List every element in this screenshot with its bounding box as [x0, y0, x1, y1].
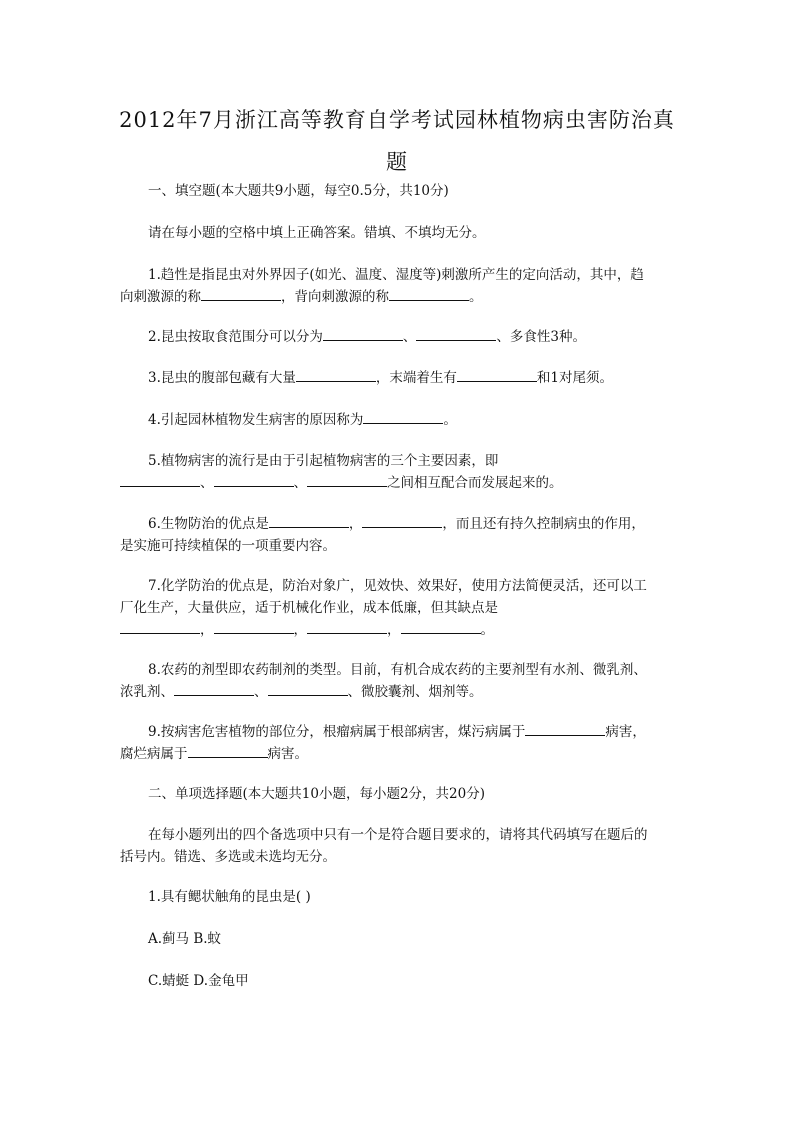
question-3: 3.昆虫的腹部包藏有大量 ，末端着生有 和1对尾须。 — [148, 370, 613, 386]
q1-line2: 向刺激源的称 ，背向刺激源的称 。 — [120, 289, 483, 305]
question-8 — [120, 659, 680, 703]
question-7 — [120, 575, 680, 641]
choice-options-cd: C.蜻蜓 D.金龟甲 — [148, 973, 249, 989]
section2-instruction-line1: 在每小题列出的四个备选项中只有一个是符合题目要求的，请将其代码填写在题后的 — [148, 827, 648, 843]
section2-heading: 二、单项选择题(本大题共10小题，每小题2分，共20分) — [148, 786, 485, 802]
answer-blank — [525, 723, 605, 736]
answer-blank — [307, 621, 387, 634]
q8-line2: 浓乳剂、 、 、微胶囊剂、烟剂等。 — [120, 684, 483, 700]
question-6 — [120, 513, 680, 557]
q9-line1: 9.按病害危害植物的部位分，根瘤病属于根部病害，煤污病属于 病害， — [148, 724, 646, 740]
q1-line1: 1.趋性是指昆虫对外界因子(如光、温度、湿度等)刺激所产生的定向活动，其中，趋 — [148, 267, 644, 283]
question-1 — [120, 264, 680, 308]
answer-blank — [323, 328, 403, 341]
choice-options-ab: A.蓟马 B.蚊 — [148, 931, 222, 947]
question-5 — [120, 450, 680, 494]
q5-line2: 、 、 之间相互配合而发展起来的。 — [120, 472, 680, 494]
q8-line1: 8.农药的剂型即农药制剂的类型。目前，有机合成农药的主要剂型有水剂、微乳剂、 — [148, 662, 647, 678]
answer-blank — [201, 288, 281, 301]
q5-line1: 5.植物病害的流行是由于引起植物病害的三个主要因素，即 — [148, 453, 499, 469]
answer-blank — [174, 683, 254, 696]
q6-line2: 是实施可持续植保的一项重要内容。 — [120, 538, 336, 554]
answer-blank — [307, 474, 387, 487]
answer-blank — [363, 411, 443, 424]
q6-line1: 6.生物防治的优点是 ， ，而且还有持久控制病虫的作用， — [148, 516, 645, 532]
answer-blank — [268, 683, 348, 696]
answer-blank — [120, 621, 200, 634]
answer-blank — [389, 288, 469, 301]
section1-heading: 一、填空题(本大题共9小题，每空0.5分，共10分) — [148, 183, 449, 199]
question-4: 4.引起园林植物发生病害的原因称为 。 — [148, 412, 457, 428]
question-9 — [120, 721, 680, 765]
answer-blank — [188, 745, 268, 758]
answer-blank — [269, 515, 349, 528]
question-2: 2.昆虫按取食范围分可以分为 、 、多食性3种。 — [148, 329, 586, 345]
section2-instruction — [120, 824, 680, 868]
answer-blank — [401, 621, 481, 634]
answer-blank — [457, 369, 537, 382]
page-title-line1: 2012年7月浙江高等教育自学考试园林植物病虫害防治真 — [119, 108, 675, 132]
section2-instruction-line2: 括号内。错选、多选或未选均无分。 — [120, 849, 336, 865]
q7-line2: 厂化生产，大量供应，适于机械化作业，成本低廉，但其缺点是 — [120, 600, 498, 616]
q9-line2: 腐烂病属于 病害。 — [120, 746, 308, 762]
page-title-line2: 题 — [386, 150, 408, 174]
q7-line1: 7.化学防治的优点是，防治对象广，见效快、效果好，使用方法简便灵活，还可以工 — [148, 578, 647, 594]
section1-instruction: 请在每小题的空格中填上正确答案。错填、不填均无分。 — [148, 225, 486, 241]
q7-line3: ， ， ， 。 — [120, 619, 680, 641]
answer-blank — [214, 621, 294, 634]
answer-blank — [416, 328, 496, 341]
answer-blank — [362, 515, 442, 528]
answer-blank — [296, 369, 376, 382]
answer-blank — [214, 474, 294, 487]
choice-question-1: 1.具有鳃状触角的昆虫是( ) — [148, 889, 311, 905]
answer-blank — [120, 474, 200, 487]
